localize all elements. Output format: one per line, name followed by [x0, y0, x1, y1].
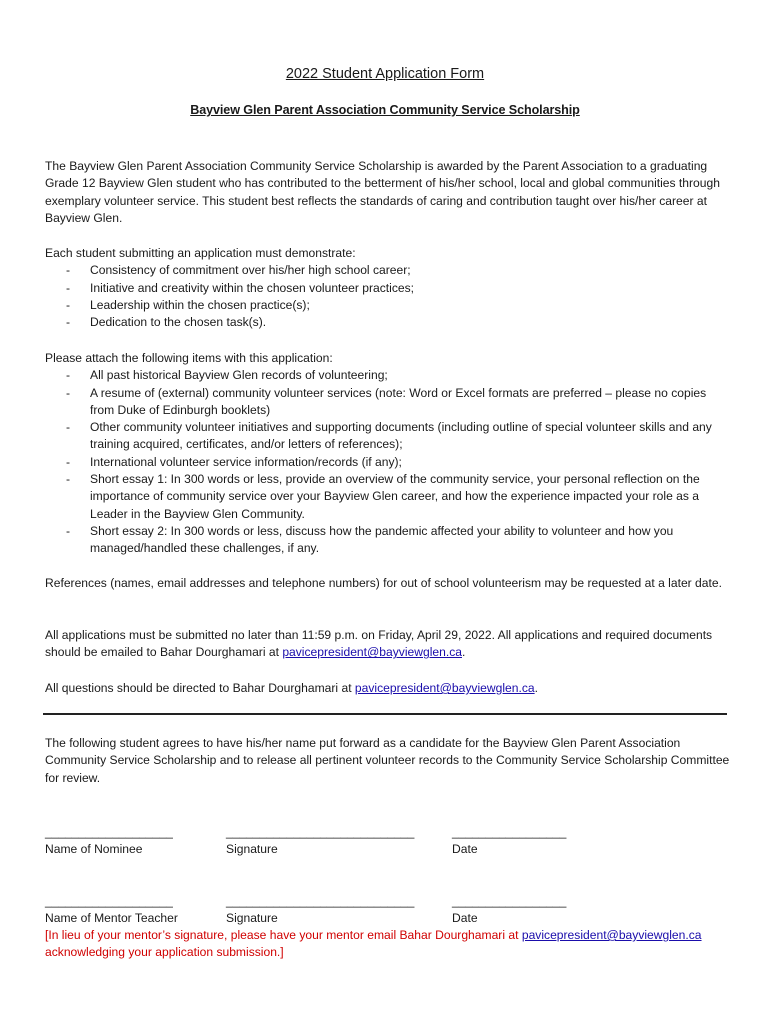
- list-item: - Short essay 1: In 300 words or less, provide an overview of the community service, your personal reflection on the importance of community service over your Bayview Glen career, and how the experience impacted your role as a Leader in the Bayview Glen Community.: [66, 472, 700, 521]
- dash-bullet: -: [66, 420, 71, 435]
- agreement-paragraph: [45, 735, 730, 787]
- list-item: - All past historical Bayview Glen records of volunteering;: [45, 367, 730, 384]
- dash-bullet: -: [66, 280, 71, 295]
- attachments-list: [45, 367, 730, 557]
- mentor-signature-label: Signature: [226, 911, 278, 925]
- nominee-signature-label: Signature: [226, 842, 278, 856]
- questions-text: All questions should be directed to Bahar Dourghamari at: [45, 681, 355, 695]
- list-item: - Short essay 2: In 300 words or less, discuss how the pandemic affected your ability to volunteer and how you managed/handled these challenges, if any.: [66, 523, 674, 556]
- dash-bullet: -: [66, 315, 71, 330]
- list-item: - Leadership within the chosen practice(s);: [45, 297, 730, 314]
- list-item: - A resume of (external) community volunteer services (note: Word or Excel formats are preferred – please no copies from Duke of Edinburgh booklets): [66, 385, 707, 417]
- deadline-email-link[interactable]: pavicepresident@bayviewglen.ca: [282, 645, 462, 660]
- agreement-text: The following student agrees to have his/her name put forward as a candidate for the Bayview Glen Parent Association Community Service Scholarship and to release all pertinent volunteer records to the Community Service Scholarship Committee for review.: [45, 736, 730, 785]
- list-item: - Consistency of commitment over his/her high school career;: [45, 262, 730, 279]
- nominee-signature-line[interactable]: ____________________________: [226, 825, 415, 839]
- mentor-name-line[interactable]: ___________________: [45, 894, 173, 908]
- form-subtitle: Bayview Glen Parent Association Community Service Scholarship: [190, 103, 580, 117]
- mentor-date-line[interactable]: _________________: [452, 894, 567, 908]
- list-item: - Initiative and creativity within the chosen volunteer practices;: [45, 280, 730, 297]
- nominee-name-line[interactable]: ___________________: [45, 825, 173, 839]
- demonstrate-list: [45, 262, 730, 331]
- demonstrate-section: [45, 245, 730, 331]
- list-item: - Other community volunteer initiatives and supporting documents (including outline of special volunteer skills and any training acquired, certificates, and/or letters of references);: [66, 420, 712, 452]
- mentor-signature-line[interactable]: ____________________________: [226, 894, 415, 908]
- references-paragraph: [45, 575, 730, 592]
- questions-email-link[interactable]: pavicepresident@bayviewglen.ca: [354, 681, 535, 695]
- mentor-note: [45, 927, 730, 962]
- section-divider: [43, 713, 727, 715]
- demonstrate-lead: Each student submitting an application must demonstrate:: [45, 246, 356, 260]
- attachments-lead: Please attach the following items with this application:: [45, 351, 333, 365]
- nominee-name-label: Name of Nominee: [45, 842, 143, 856]
- intro-paragraph: [45, 158, 730, 227]
- dash-bullet: -: [66, 454, 71, 469]
- questions-paragraph: All questions should be directed to Bahar Dourghamari at pavicepresident@bayviewglen.ca.: [45, 681, 538, 695]
- form-title: 2022 Student Application Form: [285, 66, 485, 82]
- intro-text: The Bayview Glen Parent Association Community Service Scholarship is awarded by the Parent Association to a graduating Grade 12 Bayview Glen student who has contributed to the betterment of his/her school, local and global communities through exemplary volunteer service. This student best reflects the standards of caring and contribution taught over his/her career at Bayview Glen.: [45, 159, 720, 225]
- deadline-text: All applications must be submitted no later than 11:59 p.m. on Friday, April 29, 2022. All applications and required documents should be emailed to Bahar Dourghamari at: [45, 628, 713, 660]
- dash-bullet: -: [66, 263, 71, 278]
- dash-bullet: -: [66, 385, 71, 400]
- mentor-name-label: Name of Mentor Teacher: [45, 911, 178, 925]
- list-item: - International volunteer service information/records (if any);: [45, 454, 730, 471]
- attachments-section: [45, 350, 730, 558]
- mentor-date-label: Date: [452, 911, 478, 925]
- mentor-note-end: acknowledging your application submission.]: [45, 945, 284, 960]
- list-item: - Dedication to the chosen task(s).: [45, 314, 730, 331]
- dash-bullet: -: [66, 368, 71, 383]
- references-text: References (names, email addresses and telephone numbers) for out of school volunteerism may be requested at a later date.: [45, 576, 722, 590]
- mentor-note-email-link[interactable]: pavicepresident@bayviewglen.ca: [521, 928, 702, 942]
- nominee-date-label: Date: [452, 842, 478, 856]
- nominee-date-line[interactable]: _________________: [452, 825, 567, 839]
- mentor-note-text: [In lieu of your mentor’s signature, please have your mentor email Bahar Dourghamari at: [45, 928, 522, 942]
- dash-bullet: -: [66, 297, 71, 312]
- dash-bullet: -: [66, 472, 71, 487]
- deadline-paragraph: All applications must be submitted no later than 11:59 p.m. on Friday, April 29, 2022. All applications and required documents should be emailed to Bahar Dourghamari at pavicepresident@bayviewglen.ca.: [45, 628, 713, 660]
- dash-bullet: -: [66, 523, 71, 538]
